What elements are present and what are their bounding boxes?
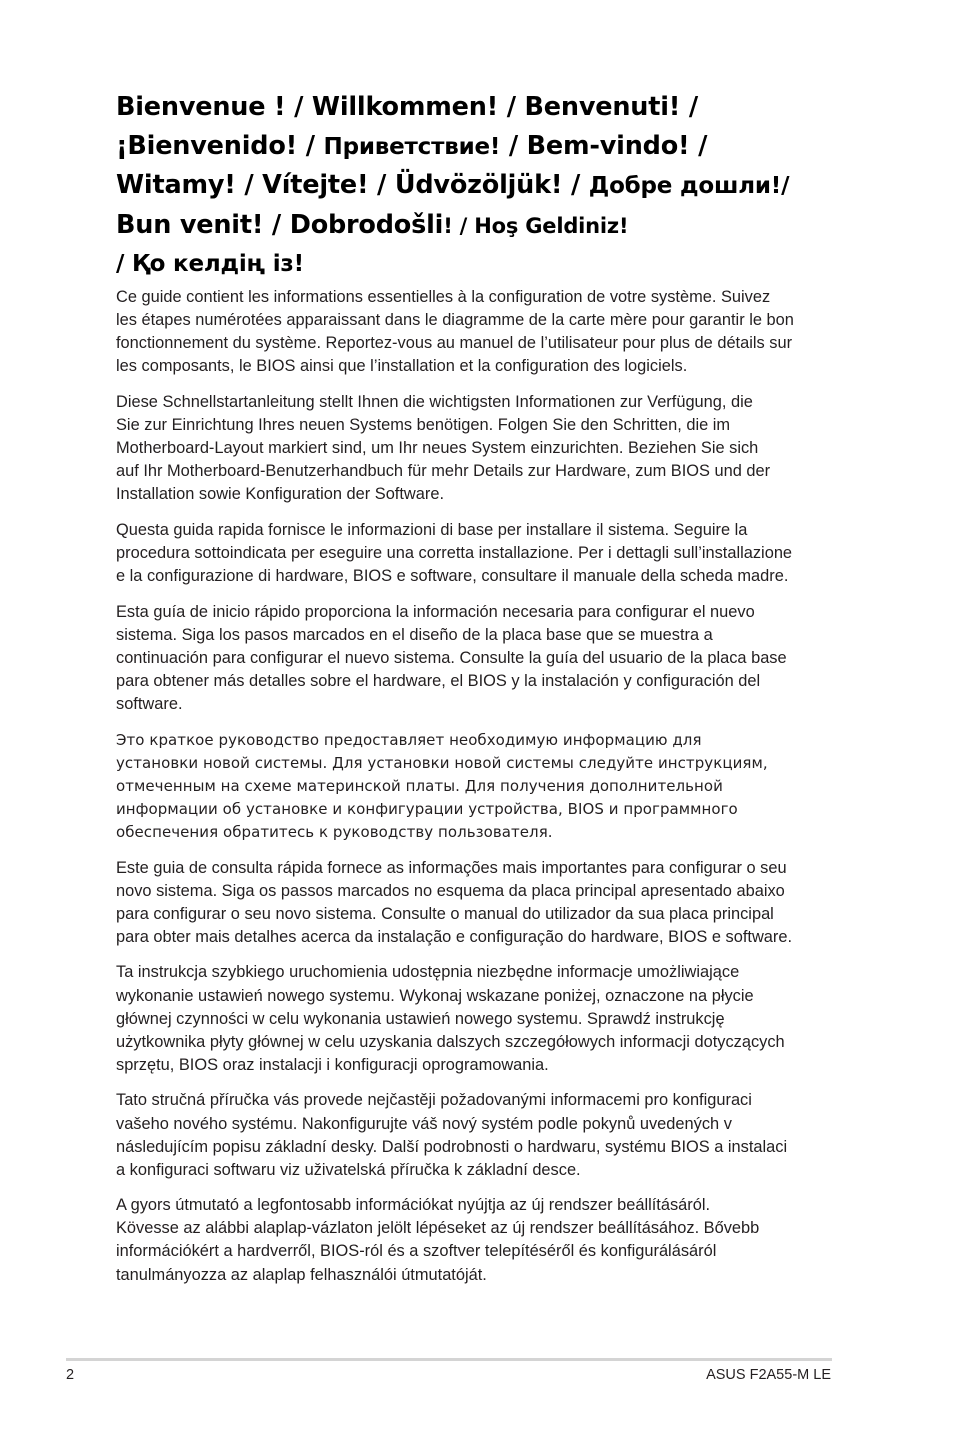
title-segment-pl-cs-hu: Witamy! / Vítejte! / Üdvözöljük! / <box>116 170 589 200</box>
paragraph-hungarian: A gyors útmutató a legfontosabb információkat nyújtja az új rendszer beállításáról. Kövesse az alábbi alaplap-vázlaton jelölt lépéseket az új rendszer beállításához. Bővebb információkért a hardverről, BIOS-ról és a szoftver telepítéséről és konfigurálásáról tanulmányozza az alaplap felhasználói útmutatóját. <box>116 1196 760 1284</box>
paragraph-french: Ce guide contient les informations essentielles à la configuration de votre système. Suivez les étapes numérotées apparaissant dans le diagramme de la carte mère pour garantir le bon fonctionnement du système. Reportez-vous au manuel de l’utilisateur pour plus de détails sur les composants, le BIOS ainsi que l’installation et la configuration des logiciels. <box>116 288 794 376</box>
title-segment-bg: Добре дошли!/ <box>588 173 790 199</box>
paragraph-czech: Tato stručná příručka vás provede nejčastěji požadovanými informacemi pro konfiguraci vašeho nového systému. Nakonfigurujte váš nový systém podle pokynů uvedených v následujícím popisu základní desky. Další podrobnosti o hardwaru, systému BIOS a instalaci a konfiguraci softwaru viz uživatelská příručka k základní desce. <box>116 1091 788 1179</box>
title-line-4 <box>116 206 846 246</box>
paragraph-spanish: Esta guía de inicio rápido proporciona la información necesaria para configurar el nuevo sistema. Siga los pasos marcados en el diseño de la placa base que se muestra a continuación para configurar el nuevo sistema. Consulte la guía del usuario de la placa base para obtener más detalles sobre el hardware, el BIOS y la instalación y configuración del software. <box>116 602 787 713</box>
page-number: 2 <box>66 1367 75 1383</box>
title-segment-es: ¡Bienvenido! / <box>116 130 324 161</box>
footer-divider <box>66 1358 832 1361</box>
paragraph-german: Diese Schnellstartanleitung stellt Ihnen die wichtigsten Informationen zur Verfügung, die Sie zur Einrichtung Ihres neuen Systems benötigen. Folgen Sie den Schritten, die im Motherboard-Layout markiert sind, um Ihr neues System einzurichten. Beziehen Sie sich auf Ihr Motherboard-Benutzerhandbuch für mehr Details zur Hardware, zum BIOS und der Installation sowie Konfiguration der Software. <box>116 392 771 504</box>
paragraph-italian: Questa guida rapida fornisce le informazioni di base per installare il sistema. Seguire la procedura sottoindicata per eseguire una corretta installazione. Per i dettagli sull’installazione e la configurazione di hardware, BIOS e software, consultare il manuale della scheda madre. <box>116 520 793 586</box>
intro-paragraphs <box>116 286 836 1299</box>
paragraph-russian: Это краткое руководство предоставляет необходимую информацию для установки новой системы. Для установки новой системы следуйте инструкциям, отмеченным на схеме материнской платы. Для получения дополнительной информации об установке и конфигурации устройства, BIOS и программного обеспечения обратитесь к руководству пользователя. <box>116 730 768 841</box>
page-title <box>116 88 846 284</box>
title-segment-ru: Приветствие! <box>323 133 501 160</box>
title-line-3 <box>116 166 846 206</box>
title-line-2 <box>116 127 846 167</box>
footer-product-name: ASUS F2A55-M LE <box>706 1367 831 1383</box>
title-segment-tr: ! / Hoş Geldiniz! <box>443 213 629 238</box>
title-line-5: / Қо келдің із! <box>116 251 304 277</box>
title-line-1: Bienvenue ! / Willkommen! / Benvenuti! / <box>116 92 699 122</box>
title-segment-ro-hr: Bun venit! / Dobrodošli <box>116 209 444 240</box>
paragraph-portuguese: Este guia de consulta rápida fornece as informações mais importantes para configurar o seu novo sistema. Siga os passos marcados no esquema da placa principal apresentado abaixo para configurar o seu novo sistema. Consulte o manual do utilizador da sua placa principal para obter mais detalhes acerca da instalação e configuração do hardware, BIOS e software. <box>116 858 793 946</box>
paragraph-polish: Ta instrukcja szybkiego uruchomienia udostępnia niezbędne informacje umożliwiające wykonanie ustawień nowego systemu. Wykonaj wskazane poniżej, oznaczone na płycie głównej czynności w celu wykonania ustawień nowego systemu. Sprawdź instrukcję użytkownika płyty głównej w celu uzyskania dalszych szczegółowych informacji dotyczących sprzętu, BIOS oraz instalacji i konfiguracji oprogramowania. <box>116 963 785 1074</box>
title-segment-pt: / Bem-vindo! / <box>500 130 708 161</box>
